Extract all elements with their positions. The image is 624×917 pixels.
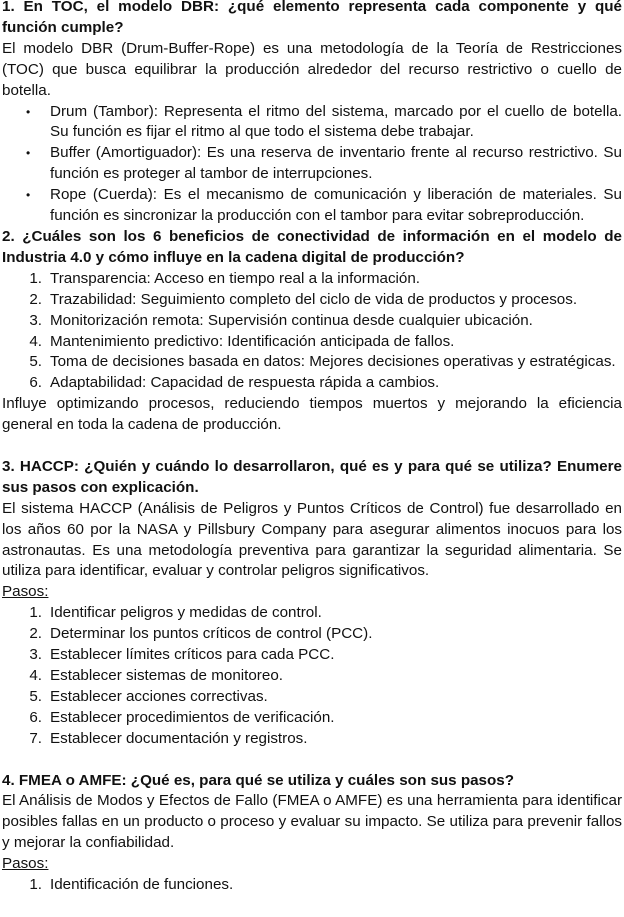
section-4-title: 4. FMEA o AMFE: ¿Qué es, para qué se utiliza y cuáles son sus pasos? bbox=[2, 771, 515, 789]
section-4-intro: El Análisis de Modos y Efectos de Fallo (FMEA o AMFE) es una herramienta para identificar posibles fallas en un producto o proceso y evaluar su impacto. Se utiliza para prevenir fallos y mejorar la confiabilidad. bbox=[2, 792, 622, 852]
paragraph-spacer bbox=[2, 750, 622, 771]
list-item bbox=[2, 875, 622, 896]
section-2-numbered-list bbox=[2, 269, 622, 394]
list-item bbox=[2, 603, 622, 624]
list-number: 2. bbox=[29, 290, 42, 308]
list-text: Determinar los puntos críticos de control (PCC). bbox=[50, 625, 373, 643]
list-item bbox=[2, 352, 622, 373]
list-item bbox=[2, 687, 622, 708]
document-page bbox=[2, 0, 622, 896]
list-text: Establecer sistemas de monitoreo. bbox=[50, 666, 283, 684]
list-text: Transparencia: Acceso en tiempo real a la información. bbox=[50, 269, 421, 287]
list-item: • Drum (Tambor): Representa el ritmo del sistema, marcado por el cuello de botella. Su función es fijar el ritmo al que todo el sistema debe trabajar. bbox=[2, 102, 622, 144]
list-number: 5. bbox=[29, 353, 42, 371]
list-text: Mantenimiento predictivo: Identificación anticipada de fallos. bbox=[50, 332, 455, 350]
list-item bbox=[2, 311, 622, 332]
list-item bbox=[2, 729, 622, 750]
list-number: 2. bbox=[29, 625, 42, 643]
list-number: 1. bbox=[29, 604, 42, 622]
list-item bbox=[2, 708, 622, 729]
section-1-title: 1. En TOC, el modelo DBR: ¿qué elemento representa cada componente y qué función cumple? bbox=[2, 0, 622, 36]
list-text: Toma de decisiones basada en datos: Mejores decisiones operativas y estratégicas. bbox=[50, 353, 616, 371]
list-text: Establecer límites críticos para cada PCC. bbox=[50, 646, 335, 664]
paragraph-spacer bbox=[2, 436, 622, 457]
list-text: Identificar peligros y medidas de control. bbox=[50, 604, 322, 622]
list-number: 3. bbox=[29, 311, 42, 329]
list-text: Establecer acciones correctivas. bbox=[50, 687, 268, 705]
section-3-intro: El sistema HACCP (Análisis de Peligros y Puntos Críticos de Control) fue desarrollado en los años 60 por la NASA y Pillsbury Company para asegurar alimentos inocuos para los astronautas. Es una metodología preventiva para garantizar la seguridad alimentaria. Se utiliza para identificar, evaluar y controlar peligros significativos. bbox=[2, 499, 622, 580]
list-text: Trazabilidad: Seguimiento completo del ciclo de vida de productos y procesos. bbox=[50, 290, 578, 308]
section-3-steps-list bbox=[2, 603, 622, 749]
list-item bbox=[2, 269, 622, 290]
list-text: Establecer documentación y registros. bbox=[50, 729, 308, 747]
list-text: Establecer procedimientos de verificación. bbox=[50, 708, 335, 726]
list-number: 4. bbox=[29, 332, 42, 350]
list-item bbox=[2, 290, 622, 311]
list-number: 5. bbox=[29, 687, 42, 705]
list-number: 1. bbox=[29, 269, 42, 287]
list-text: Adaptabilidad: Capacidad de respuesta rápida a cambios. bbox=[50, 374, 440, 392]
list-number: 6. bbox=[29, 708, 42, 726]
section-2-title: 2. ¿Cuáles son los 6 beneficios de conectividad de información en el modelo de Industria 4.0 y cómo influye en la cadena digital de producción? bbox=[2, 227, 622, 266]
list-number: 6. bbox=[29, 374, 42, 392]
section-4-steps-list bbox=[2, 875, 622, 896]
list-item: • Rope (Cuerda): Es el mecanismo de comunicación y liberación de materiales. Su función es sincronizar la producción con el tambor para evitar sobreproducción. bbox=[2, 185, 622, 227]
section-1-bullet-list bbox=[2, 102, 622, 227]
list-item bbox=[2, 332, 622, 353]
list-number: 1. bbox=[29, 876, 42, 894]
section-4-steps-label: Pasos: bbox=[2, 855, 49, 873]
list-text: Monitorización remota: Supervisión continua desde cualquier ubicación. bbox=[50, 311, 533, 329]
list-item bbox=[2, 666, 622, 687]
list-number: 7. bbox=[29, 729, 42, 747]
list-number: 4. bbox=[29, 666, 42, 684]
list-number: 3. bbox=[29, 646, 42, 664]
list-item bbox=[2, 645, 622, 666]
section-3-title: 3. HACCP: ¿Quién y cuándo lo desarrollaron, qué es y para qué se utiliza? Enumere sus pasos con explicación. bbox=[2, 457, 622, 496]
list-item: • Buffer (Amortiguador): Es una reserva de inventario frente al recurso restrictivo. Su función es proteger al tambor de interrupciones. bbox=[2, 143, 622, 185]
list-item bbox=[2, 624, 622, 645]
section-3-steps-label: Pasos: bbox=[2, 583, 49, 601]
section-1-intro: El modelo DBR (Drum-Buffer-Rope) es una metodología de la Teoría de Restricciones (TOC) que busca equilibrar la producción alrededor del recurso restrictivo o cuello de botella. bbox=[2, 39, 622, 99]
section-2-conclusion: Influye optimizando procesos, reduciendo tiempos muertos y mejorando la eficiencia general en toda la cadena de producción. bbox=[2, 395, 622, 434]
list-text: Identificación de funciones. bbox=[50, 876, 234, 894]
list-item bbox=[2, 373, 622, 394]
